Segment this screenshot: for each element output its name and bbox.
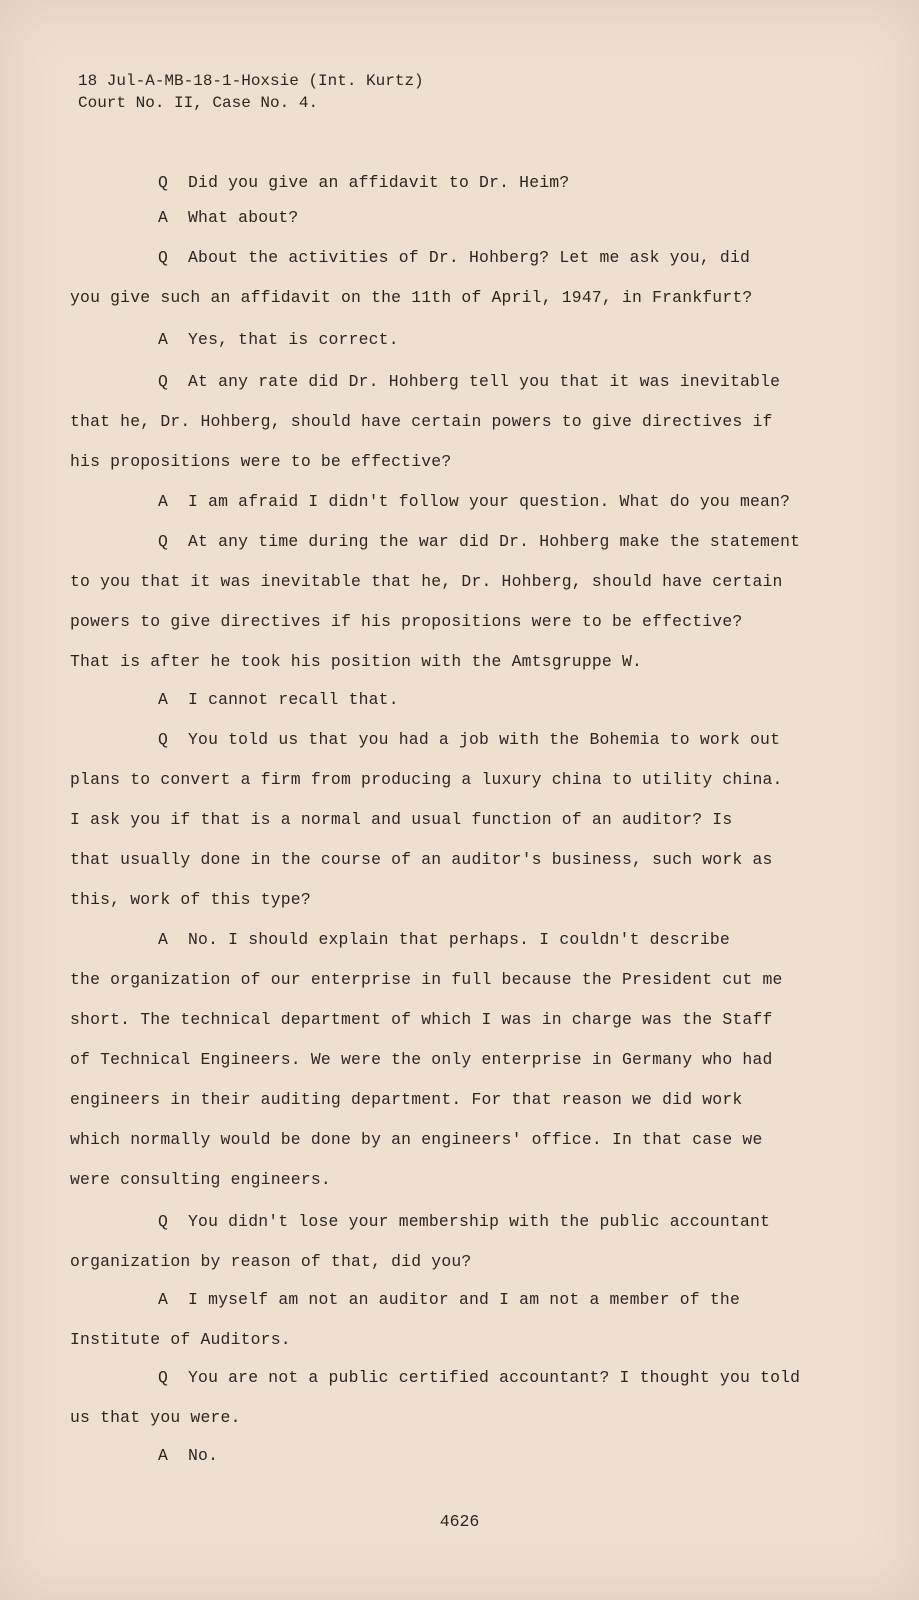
line-text: No.: [188, 1446, 219, 1465]
speaker-label: Q: [158, 173, 169, 192]
page-number: 4626: [439, 1512, 480, 1531]
line-text: this, work of this type?: [70, 890, 311, 909]
transcript-line: [70, 402, 790, 442]
speaker-label: Q: [158, 730, 169, 749]
line-text: which normally would be done by an engineers' office. In that case we: [70, 1130, 763, 1149]
speaker-label: Q: [158, 1368, 169, 1387]
transcript-paragraph: [70, 198, 790, 238]
transcript-line: [70, 960, 790, 1000]
line-text: that usually done in the course of an auditor's business, such work as: [70, 850, 773, 869]
transcript-paragraph: [70, 1358, 801, 1438]
transcript-line: [70, 680, 790, 720]
line-text: you give such an affidavit on the 11th of April, 1947, in Frankfurt?: [70, 288, 753, 307]
line-text: Institute of Auditors.: [70, 1330, 291, 1349]
line-text: About the activities of Dr. Hohberg? Let me ask you, did: [188, 248, 751, 267]
line-text: That is after he took his position with the Amtsgruppe W.: [70, 652, 643, 671]
transcript-paragraph: [70, 1436, 790, 1476]
transcript-line: [70, 163, 790, 203]
transcript-line: [70, 1202, 790, 1242]
transcript-line: [70, 1160, 790, 1200]
line-text: At any rate did Dr. Hohberg tell you that it was inevitable: [188, 372, 781, 391]
transcript-line: [70, 522, 801, 562]
line-text: engineers in their auditing department. For that reason we did work: [70, 1090, 743, 1109]
header-line-2: Court No. II, Case No. 4.: [78, 94, 319, 112]
line-text: plans to convert a firm from producing a luxury china to utility china.: [70, 770, 783, 789]
transcript-line: [70, 1320, 790, 1360]
speaker-label: A: [158, 690, 169, 709]
transcript-paragraph: [70, 163, 790, 203]
transcript-line: [70, 562, 790, 602]
speaker-label: Q: [158, 1212, 169, 1231]
header-line-1: 18 Jul-A-MB-18-1-Hoxsie (Int. Kurtz): [78, 72, 424, 90]
transcript-paragraph: [70, 720, 790, 920]
line-text: to you that it was inevitable that he, Dr. Hohberg, should have certain: [70, 572, 783, 591]
transcript-paragraph: [70, 1280, 790, 1360]
line-text: powers to give directives if his propositions were to be effective?: [70, 612, 743, 631]
transcript-line: [70, 1358, 801, 1398]
line-text: the organization of our enterprise in full because the President cut me: [70, 970, 783, 989]
transcript-line: [70, 602, 790, 642]
transcript-line: [70, 1000, 790, 1040]
line-text: his propositions were to be effective?: [70, 452, 452, 471]
line-text: us that you were.: [70, 1408, 241, 1427]
line-text: I myself am not an auditor and I am not a member of the: [188, 1290, 740, 1309]
speaker-label: A: [158, 1290, 169, 1309]
line-text: What about?: [188, 208, 299, 227]
line-text: Did you give an affidavit to Dr. Heim?: [188, 173, 570, 192]
transcript-line: [70, 278, 790, 318]
line-text: No. I should explain that perhaps. I couldn't describe: [188, 930, 730, 949]
transcript-line: [70, 1120, 790, 1160]
transcript-line: [70, 800, 790, 840]
transcript-line: [70, 238, 790, 278]
transcript-line: [70, 880, 790, 920]
transcript-line: [70, 840, 790, 880]
transcript-line: [70, 482, 790, 522]
transcript-paragraph: [70, 680, 790, 720]
speaker-label: A: [158, 930, 169, 949]
transcript-line: [70, 1040, 790, 1080]
speaker-label: A: [158, 330, 169, 349]
transcript-line: [70, 1080, 790, 1120]
transcript-line: [70, 1436, 790, 1476]
speaker-label: A: [158, 208, 169, 227]
speaker-label: Q: [158, 248, 169, 267]
transcript-line: [70, 1398, 790, 1438]
transcript-line: [70, 1280, 790, 1320]
line-text: that he, Dr. Hohberg, should have certain powers to give directives if: [70, 412, 773, 431]
line-text: I cannot recall that.: [188, 690, 399, 709]
line-text: of Technical Engineers. We were the only enterprise in Germany who had: [70, 1050, 773, 1069]
transcript-paragraph: [70, 362, 790, 482]
line-text: You are not a public certified accountant? I thought you told: [188, 1368, 801, 1387]
line-text: You didn't lose your membership with the public accountant: [188, 1212, 771, 1231]
transcript-line: [70, 442, 790, 482]
transcript-line: [70, 720, 790, 760]
line-text: short. The technical department of which I was in charge was the Staff: [70, 1010, 773, 1029]
speaker-label: Q: [158, 532, 169, 551]
transcript-paragraph: [70, 320, 790, 360]
transcript-line: [70, 198, 790, 238]
transcript-paragraph: [70, 920, 790, 1200]
transcript-paragraph: [70, 1202, 790, 1282]
line-text: You told us that you had a job with the Bohemia to work out: [188, 730, 781, 749]
transcript-line: [70, 1242, 790, 1282]
line-text: I am afraid I didn't follow your question. What do you mean?: [188, 492, 791, 511]
case-header: [78, 70, 424, 114]
transcript-paragraph: [70, 522, 801, 682]
transcript-line: [70, 642, 790, 682]
transcript-line: [70, 920, 790, 960]
line-text: were consulting engineers.: [70, 1170, 331, 1189]
line-text: At any time during the war did Dr. Hohberg make the statement: [188, 532, 801, 551]
transcript-paragraph: [70, 482, 790, 522]
transcript-line: [70, 760, 790, 800]
speaker-label: A: [158, 492, 169, 511]
speaker-label: Q: [158, 372, 169, 391]
transcript-paragraph: [70, 238, 790, 318]
speaker-label: A: [158, 1446, 169, 1465]
transcript-line: [70, 320, 790, 360]
transcript-line: [70, 362, 790, 402]
line-text: I ask you if that is a normal and usual function of an auditor? Is: [70, 810, 733, 829]
line-text: organization by reason of that, did you?: [70, 1252, 472, 1271]
line-text: Yes, that is correct.: [188, 330, 399, 349]
